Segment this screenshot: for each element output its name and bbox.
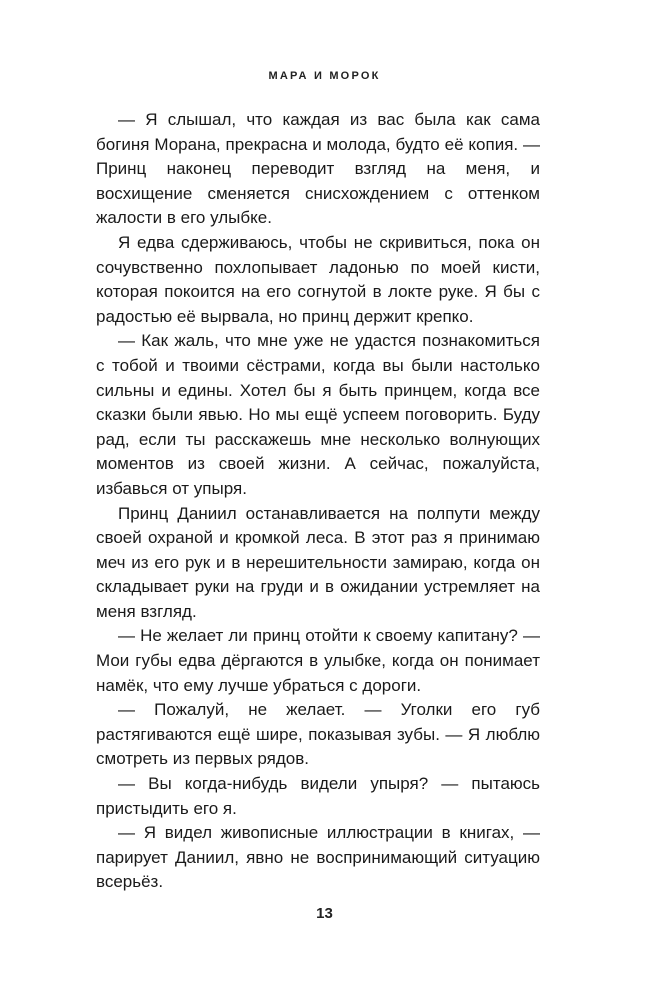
paragraph: — Я слышал, что каждая из вас была как сама богиня Морана, прекрасна и молода, будто её копия. — Принц наконец переводит взгляд на меня, и восхищение сменяется снисхождением с оттенком жалости в его улыбке. — [96, 110, 540, 228]
body-text — [96, 108, 540, 895]
page-number: 13 — [316, 905, 333, 922]
paragraph: — Пожалуй, не желает. — Уголки его губ растягиваются ещё шире, показывая зубы. — Я люблю смотреть из первых рядов. — [96, 700, 540, 769]
paragraph: — Я видел живописные иллюстрации в книгах, — парирует Даниил, явно не воспринимающий ситуацию всерьёз. — [96, 823, 540, 892]
paragraph: Принц Даниил останавливается на полпути между своей охраной и кромкой леса. В этот раз я принимаю меч из его рук и в нерешительности замираю, когда он складывает руки на груди и в ожидании устремляет на меня взгляд. — [96, 503, 540, 621]
paragraph: — Не желает ли принц отойти к своему капитану? — Мои губы едва дёргаются в улыбке, когда он понимает намёк, что ему лучше убраться с дороги. — [96, 626, 540, 695]
paragraph: — Как жаль, что мне уже не удастся познакомиться с тобой и твоими сёстрами, когда вы были настолько сильны и едины. Хотел бы я быть принцем, когда все сказки были явью. Но мы ещё успеем поговорить. Буду рад, если ты расскажешь мне несколько волнующих моментов из своей жизни. А сейчас, пожалуйста, избавься от упыря. — [96, 331, 540, 498]
paragraph: — Вы когда-нибудь видели упыря? — пытаюсь пристыдить его я. — [96, 774, 540, 818]
paragraph: Я едва сдерживаюсь, чтобы не скривиться, пока он сочувственно похлопывает ладонью по моей кисти, которая покоится на его согнутой в локте руке. Я бы с радостью её вырвала, но принц держит крепко. — [96, 232, 540, 326]
running-head: МАРА И МОРОК — [268, 70, 381, 82]
